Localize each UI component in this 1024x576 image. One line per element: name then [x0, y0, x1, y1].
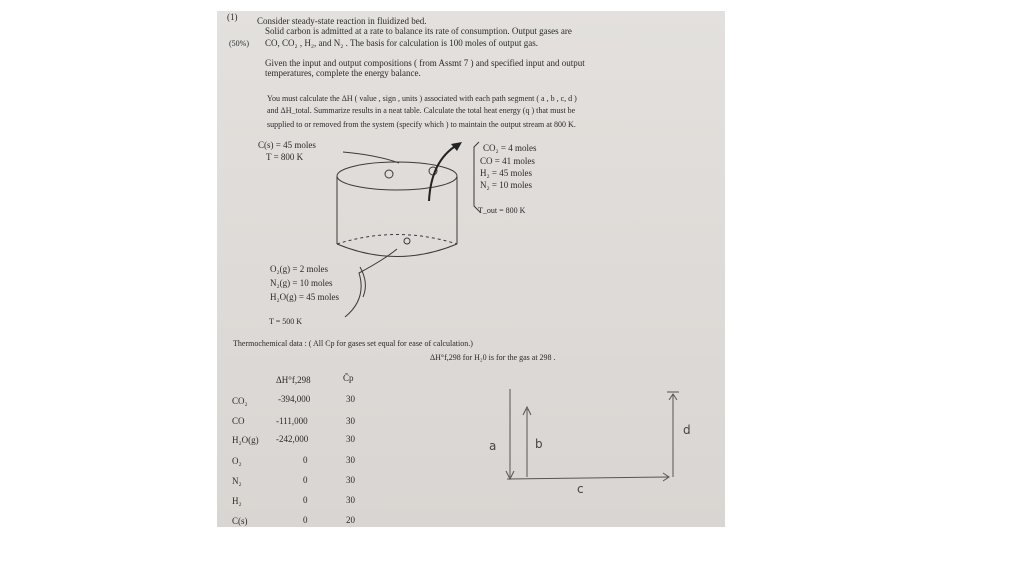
- output-h2: H₂ = 45 moles: [480, 168, 532, 178]
- path-label-d: d: [683, 423, 691, 437]
- table-enthalpy: -111,000: [276, 416, 308, 426]
- table-cp: 30: [346, 455, 355, 465]
- table-enthalpy: 0: [303, 515, 308, 525]
- problem-line-5: temperatures, complete the energy balance.: [265, 68, 421, 78]
- table-species: CO₂: [232, 396, 248, 406]
- table-cp: 30: [346, 475, 355, 485]
- gas-inlet-line: [345, 249, 397, 317]
- instructions-line-2: and ΔH_total. Summarize results in a neat table. Calculate the total heat energy (q ) that must be: [267, 106, 576, 115]
- input-n2: N₂(g) = 10 moles: [270, 278, 333, 288]
- table-species: H₂: [232, 496, 242, 506]
- problem-line-1: Consider steady-state reaction in fluidized bed.: [257, 16, 427, 26]
- output-bracket: [474, 142, 480, 212]
- table-species: N₂: [232, 476, 242, 486]
- instructions-line-3: supplied to or removed from the system (specify which ) to maintain the output stream at 800 K.: [267, 120, 576, 129]
- table-species: O₂: [232, 456, 242, 466]
- outlet-arrow: [429, 145, 457, 201]
- document-photo: [217, 11, 725, 527]
- input-temperature: T = 500 K: [269, 317, 303, 326]
- table-enthalpy: 0: [303, 475, 308, 485]
- table-species: CO: [232, 416, 245, 426]
- thermo-note: ΔH°f,298 for H₂0 is for the gas at 298 .: [430, 353, 556, 362]
- thermo-title: Thermochemical data : ( All Cp for gases set equal for ease of calculation.): [233, 339, 473, 348]
- output-co2: CO₂ = 4 moles: [483, 143, 537, 153]
- instructions-line-1: You must calculate the ΔH ( value , sign , units ) associated with each path segment ( a , b , c, d ): [267, 94, 577, 103]
- output-n2: N₂ = 10 moles: [480, 180, 532, 190]
- table-species: C(s): [232, 516, 248, 526]
- table-cp: 30: [346, 495, 355, 505]
- table-enthalpy: 0: [303, 455, 308, 465]
- table-cp: 30: [346, 416, 355, 426]
- problem-weight: (50%): [229, 39, 249, 48]
- thermo-header-cp: C̄p: [343, 373, 354, 383]
- output-co: CO = 41 moles: [480, 156, 535, 166]
- table-species: H₂O(g): [232, 435, 259, 445]
- problem-line-3: CO, CO₂ , H₂, and N₂ . The basis for calculation is 100 moles of output gas.: [265, 38, 538, 48]
- table-cp: 30: [346, 434, 355, 444]
- input-h2o: H₂O(g) = 45 moles: [270, 292, 339, 302]
- table-cp: 30: [346, 394, 355, 404]
- carbon-input-temp: T = 800 K: [266, 152, 304, 162]
- reactor-vessel: [337, 162, 457, 257]
- path-label-c: c: [577, 482, 584, 496]
- thermo-header-enthalpy: ΔH°f,298: [276, 375, 311, 385]
- input-o2: O₂(g) = 2 moles: [270, 264, 328, 274]
- table-enthalpy: 0: [303, 495, 308, 505]
- problem-line-4: Given the input and output compositions ( from Assmt 7 ) and specified input and output: [265, 58, 585, 68]
- path-label-a: a: [489, 439, 497, 453]
- outlet-arrowhead: [451, 142, 462, 151]
- path-label-b: b: [535, 437, 543, 451]
- carbon-input-amount: C(s) = 45 moles: [258, 140, 316, 150]
- table-enthalpy: -394,000: [278, 394, 311, 404]
- problem-line-2: Solid carbon is admitted at a rate to balance its rate of consumption. Output gases are: [265, 26, 572, 36]
- output-temperature: T_out = 800 K: [478, 206, 526, 215]
- reactor-diagram: [217, 11, 725, 527]
- table-enthalpy: -242,000: [276, 434, 309, 444]
- carbon-feed-line: [343, 152, 399, 163]
- table-cp: 20: [346, 515, 355, 525]
- problem-number: (1): [227, 12, 238, 22]
- enthalpy-path-sketch: [506, 389, 679, 481]
